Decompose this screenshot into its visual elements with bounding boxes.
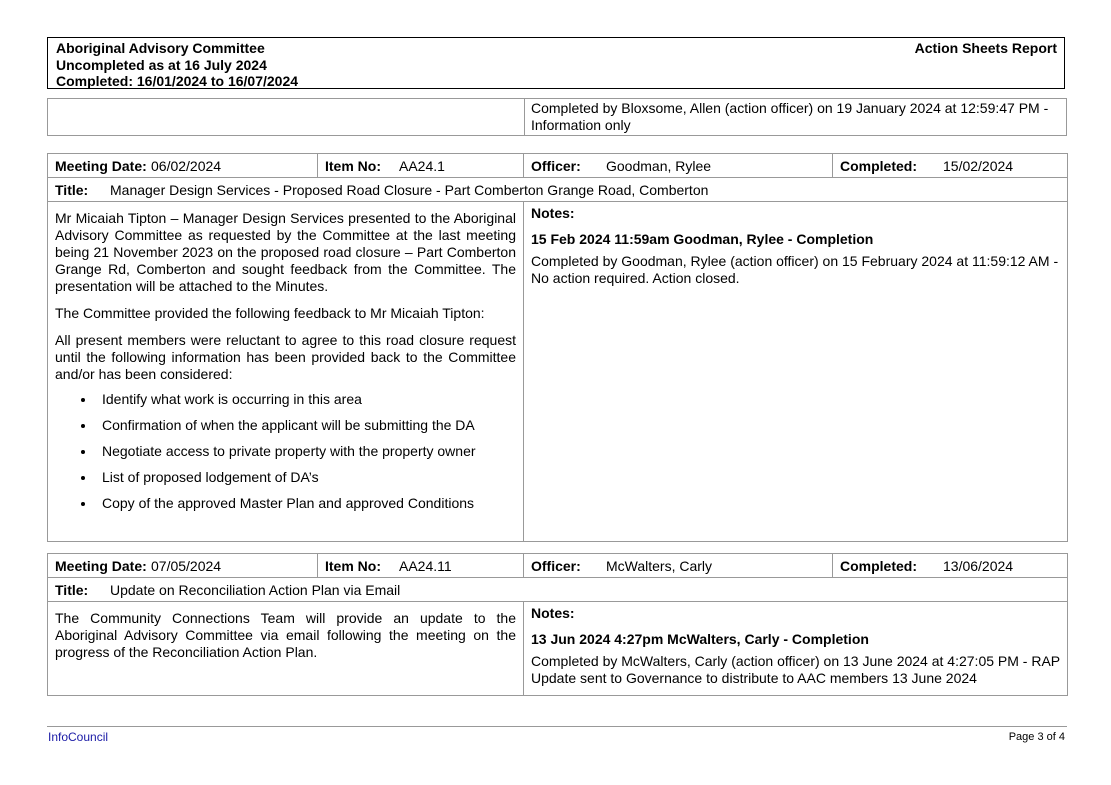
title-label: Title:	[55, 181, 89, 198]
item-no-label: Item No:	[325, 557, 381, 574]
item-no-value: AA24.1	[399, 157, 445, 174]
completed-cell	[833, 154, 1068, 178]
footer-brand: InfoCouncil	[48, 730, 109, 744]
feedback-list	[55, 391, 516, 512]
list-item: • Identify what work is occurring in this area	[96, 391, 516, 408]
officer-value: Goodman, Rylee	[606, 157, 712, 174]
action-sheet-1	[47, 153, 1068, 542]
item-no-label: Item No:	[325, 157, 381, 174]
officer-cell	[524, 554, 833, 578]
title-label: Title:	[55, 581, 89, 598]
title-cell	[48, 578, 1068, 602]
action-notes	[524, 202, 1068, 542]
meeting-date-value: 06/02/2024	[151, 157, 222, 174]
list-item: • Confirmation of when the applicant will be submitting the DA	[96, 417, 516, 434]
meeting-date-label: Meeting Date:	[55, 157, 147, 174]
completed-value: 15/02/2024	[943, 157, 1014, 174]
page-number: Page 3 of 4	[1008, 731, 1065, 743]
action-description	[48, 602, 524, 696]
note-title: 13 Jun 2024 4:27pm McWalters, Carly - Completion	[531, 631, 869, 647]
meeting-date-cell	[48, 554, 318, 578]
title-value: Update on Reconciliation Action Plan via Email	[110, 581, 401, 598]
notes-label: Notes:	[531, 205, 575, 221]
completed-label: Completed:	[840, 157, 917, 174]
list-item: • Negotiate access to private property with the property owner	[96, 443, 516, 460]
note-text: Completed by McWalters, Carly (action officer) on 13 June 2024 at 4:27:05 PM - RAP Update sent to Governance to distribute to AAC members 13 June 2024	[531, 653, 1060, 686]
meeting-date-value: 07/05/2024	[151, 557, 222, 574]
action-sheet-2	[47, 553, 1068, 696]
title-cell	[48, 178, 1068, 202]
officer-label: Officer:	[531, 557, 581, 574]
completed-value: 13/06/2024	[943, 557, 1014, 574]
title-value: Manager Design Services - Proposed Road Closure - Part Comberton Grange Road, Comberton	[110, 181, 709, 198]
footer-rule	[47, 726, 1067, 727]
action-notes	[524, 602, 1068, 696]
continuation-row	[47, 98, 1067, 136]
completed-cell	[833, 554, 1068, 578]
list-item: • Copy of the approved Master Plan and approved Conditions	[96, 495, 516, 512]
completed-label: Completed:	[840, 557, 917, 574]
description-paragraph: The Community Connections Team will provide an update to the Aboriginal Advisory Committee via email following the meeting on the progress of the Reconciliation Action Plan.	[55, 610, 516, 660]
officer-cell	[524, 154, 833, 178]
note-title: 15 Feb 2024 11:59am Goodman, Rylee - Completion	[531, 231, 874, 247]
item-no-cell	[318, 154, 524, 178]
notes-label: Notes:	[531, 605, 575, 621]
list-item: • List of proposed lodgement of DA’s	[96, 469, 516, 486]
item-no-value: AA24.11	[399, 557, 452, 574]
action-description	[48, 202, 524, 542]
report-title: Action Sheets Report	[914, 40, 1057, 56]
report-header	[47, 37, 1065, 89]
officer-label: Officer:	[531, 157, 581, 174]
description-paragraph: Mr Micaiah Tipton – Manager Design Services presented to the Aboriginal Advisory Committee as requested by the Committee at the last meeting being 21 November 2023 on the proposed road closure – Part Comberton Grange Rd, Comberton and sought feedback from the Committee. The presentation will be attached to the Minutes.	[55, 210, 516, 294]
description-paragraph: All present members were reluctant to agree to this road closure request until the following information has been provided back to the Committee and/or has been considered:	[55, 332, 516, 382]
description-paragraph: The Committee provided the following feedback to Mr Micaiah Tipton:	[55, 305, 485, 321]
note-text: Completed by Goodman, Rylee (action officer) on 15 February 2024 at 11:59:12 AM - No action required. Action closed.	[531, 253, 1059, 286]
completed-range: Completed: 16/01/2024 to 16/07/2024	[56, 73, 299, 89]
uncompleted-date: Uncompleted as at 16 July 2024	[56, 56, 267, 73]
committee-name: Aboriginal Advisory Committee	[56, 40, 265, 56]
meeting-date-cell	[48, 154, 318, 178]
meeting-date-label: Meeting Date:	[55, 557, 147, 574]
item-no-cell	[318, 554, 524, 578]
continuation-note: Completed by Bloxsome, Allen (action officer) on 19 January 2024 at 12:59:47 PM - Information only	[531, 100, 1049, 133]
officer-value: McWalters, Carly	[606, 557, 713, 574]
header-left	[56, 40, 298, 90]
column-divider	[524, 99, 525, 135]
